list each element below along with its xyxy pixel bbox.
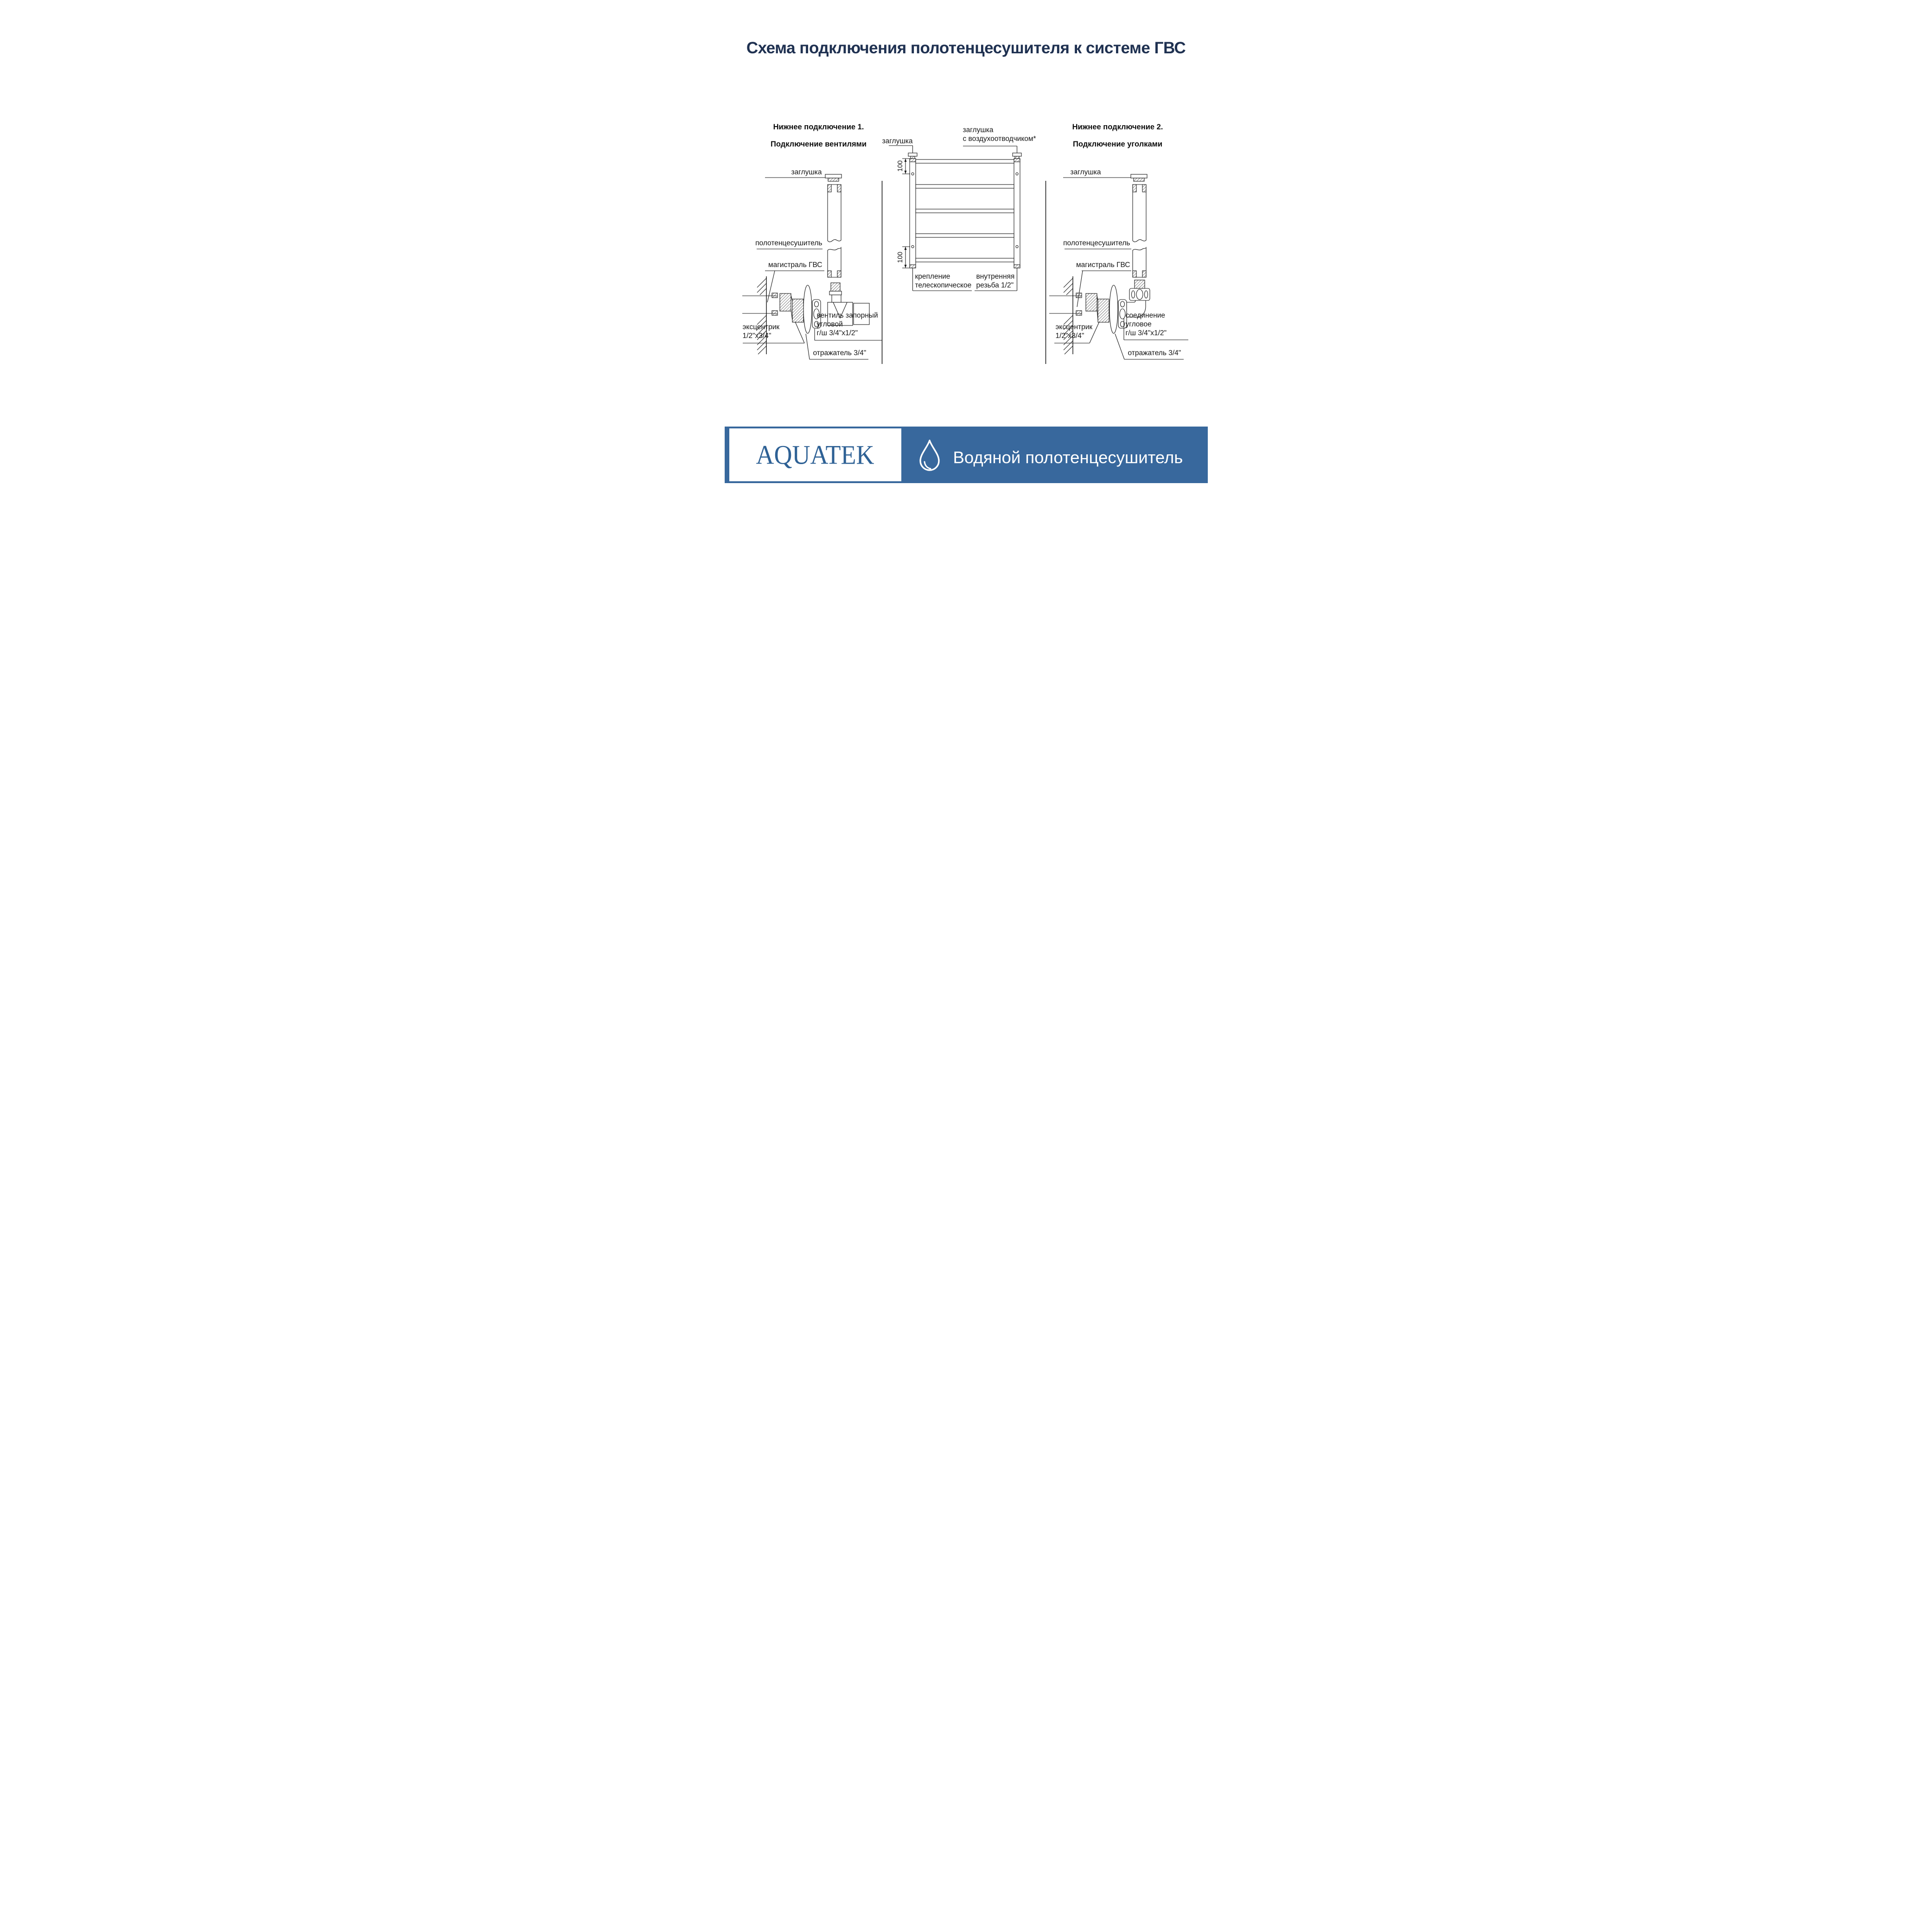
right-label-eccentric-line1: эксцентрик: [1055, 323, 1093, 331]
right-section-heading-2: Подключение уголками: [1073, 140, 1162, 148]
rungs: [916, 159, 1014, 262]
label-cap-air-vent-line2: с воздухоотводчиком*: [963, 135, 1036, 143]
left-label-reflector: отражатель 3/4": [813, 349, 867, 357]
footer-bar: [725, 427, 1208, 483]
right-label-reflector: отражатель 3/4": [1128, 349, 1181, 357]
right-label-cap: заглушка: [1070, 168, 1101, 176]
left-section-heading-1: Нижнее подключение 1.: [773, 123, 864, 131]
dimension-label-bottom: 100: [896, 251, 904, 263]
right-label-union-line2: угловое: [1125, 320, 1152, 328]
right-label-eccentric: [1056, 323, 1093, 340]
left-label-valve: [817, 311, 878, 338]
aquatek-logo: AQUATEK: [756, 440, 874, 470]
right-label-main-line: магистраль ГВС: [1076, 261, 1130, 269]
footer-tagline: Водяной полотенцесушитель: [953, 448, 1183, 467]
left-label-valve-line2: угловой: [816, 320, 843, 328]
left-label-valve-line3: г/ш 3/4"х1/2": [816, 329, 858, 337]
label-telescopic-mount: [915, 272, 972, 290]
left-section-heading-2: Подключение вентилями: [771, 140, 867, 148]
label-telescopic-mount-line1: крепление: [915, 273, 950, 281]
left-label-towel-rail: полотенцесушитель: [755, 239, 823, 247]
towel-rail-front-view: [889, 146, 1021, 291]
right-label-union-line3: г/ш 3/4"х1/2": [1125, 329, 1167, 337]
left-label-eccentric: [743, 323, 780, 340]
label-cap-air-vent-line1: заглушка: [963, 126, 994, 134]
page-title: Схема подключения полотенцесушителя к системе ГВС: [746, 39, 1186, 57]
left-label-eccentric-line2: 1/2"х3/4": [742, 332, 772, 340]
reflector-dome: [803, 285, 812, 333]
wall-hatching: [1064, 276, 1073, 354]
left-label-eccentric-line1: эксцентрик: [742, 323, 780, 331]
logo-box: [729, 428, 901, 481]
label-inner-thread-line1: внутренняя: [976, 273, 1015, 281]
wall-hatching: [757, 276, 766, 354]
infographic-canvas: [725, 0, 1208, 483]
dimension-label-top: 100: [896, 160, 904, 172]
right-label-towel-rail: полотенцесушитель: [1063, 239, 1130, 247]
water-drop-icon: [918, 439, 941, 472]
left-label-cap: заглушка: [791, 168, 822, 176]
left-label-valve-line1: вентиль запорный: [816, 312, 878, 319]
right-label-union: [1126, 311, 1167, 338]
cap-icon: [1131, 174, 1147, 181]
cap-icon: [908, 153, 1021, 159]
label-inner-thread-line2: резьба 1/2": [976, 281, 1014, 289]
right-label-union-line1: соединение: [1125, 312, 1166, 319]
right-section-heading-1: Нижнее подключение 2.: [1072, 123, 1163, 131]
cap-icon: [825, 174, 842, 181]
eccentric-fitting: [780, 293, 803, 322]
eccentric-fitting: [1086, 293, 1109, 322]
label-inner-thread: [976, 272, 1015, 290]
label-cap-air-vent: [963, 126, 1036, 143]
left-label-main-line: магистраль ГВС: [768, 261, 823, 269]
label-cap-left: заглушка: [882, 137, 913, 145]
reflector-dome: [1109, 285, 1118, 333]
label-telescopic-mount-line2: телескопическое: [915, 281, 972, 289]
right-label-eccentric-line2: 1/2"х3/4": [1055, 332, 1084, 340]
